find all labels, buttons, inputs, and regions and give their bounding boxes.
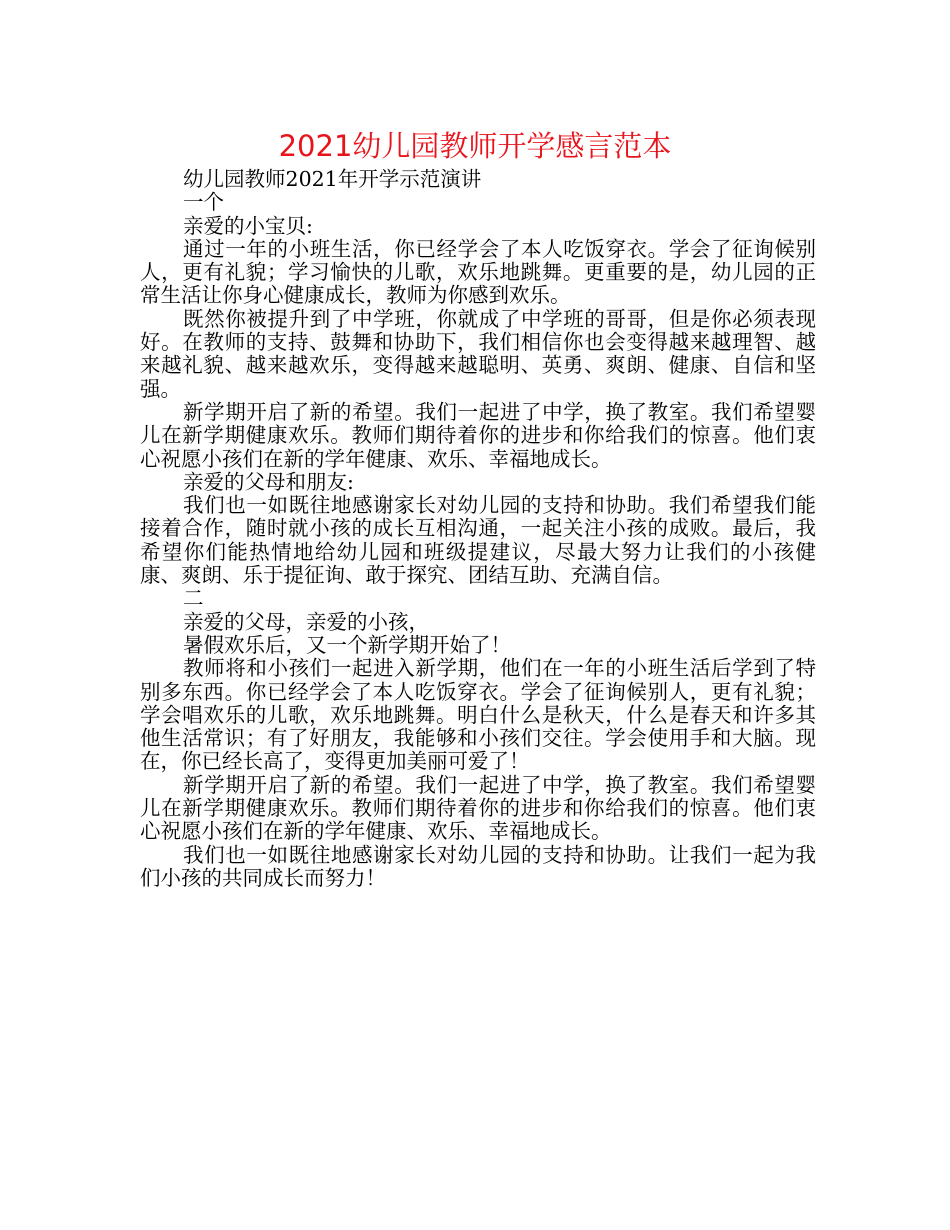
paragraph: 亲爱的父母，亲爱的小孩， <box>183 609 430 634</box>
paragraph: 新学期开启了新的希望。我们一起进了中学，换了教室。我们希望婴儿在新学期健康欢乐。教师们期待着你的进步和你给我们的惊喜。他们衷心祝愿小孩们在新的学年健康、欢乐、幸福地成长。 <box>140 772 816 844</box>
document-body <box>140 168 816 890</box>
paragraph: 幼儿园教师2021年开学示范演讲 <box>183 167 482 191</box>
paragraph: 既然你被提升到了中学班，你就成了中学班的哥哥，但是你必须表现好。在教师的支持、鼓舞和协助下，我们相信你也会变得越来越理智、越来越礼貌、越来越欢乐，变得越来越聪明、英勇、爽朗、健康、自信和坚强。 <box>140 306 816 401</box>
paragraph: 新学期开启了新的希望。我们一起进了中学，换了教室。我们希望婴儿在新学期健康欢乐。教师们期待着你的进步和你给我们的惊喜。他们衷心祝愿小孩们在新的学年健康、欢乐、幸福地成长。 <box>140 399 816 471</box>
paragraph: 通过一年的小班生活，你已经学会了本人吃饭穿衣。学会了征询候别人，更有礼貌；学习愉快的儿歌，欢乐地跳舞。更重要的是，幼儿园的正常生活让你身心健康成长，教师为你感到欢乐。 <box>140 236 816 308</box>
document-title: 2021幼儿园教师开学感言范本 <box>278 129 672 163</box>
paragraph: 一个 <box>183 190 225 215</box>
paragraph: 教师将和小孩们一起进入新学期，他们在一年的小班生活后学到了特别多东西。你已经学会了本人吃饭穿衣。学会了征询候别人，更有礼貌；学会唱欢乐的儿歌，欢乐地跳舞。明白什么是秋天，什么是春天和许多其他生活常识；有了好朋友，我能够和小孩们交往。学会使用手和大脑。现在，你已经长高了，变得更加美丽可爱了！ <box>140 656 816 774</box>
paragraph: 二 <box>183 586 204 611</box>
paragraph: 暑假欢乐后，又一个新学期开始了！ <box>183 632 512 657</box>
paragraph: 亲爱的小宝贝: <box>183 213 313 238</box>
paragraph: 我们也一如既往地感谢家长对幼儿园的支持和协助。我们希望我们能接着合作，随时就小孩的成长互相沟通，一起关注小孩的成败。最后，我希望你们能热情地给幼儿园和班级提建议，尽最大努力让我们的小孩健康、爽朗、乐于提征询、敢于探究、团结互助、充满自信。 <box>140 493 816 588</box>
paragraph: 我们也一如既往地感谢家长对幼儿园的支持和协助。让我们一起为我们小孩的共同成长而努力！ <box>140 842 816 890</box>
paragraph: 亲爱的父母和朋友: <box>183 469 354 494</box>
